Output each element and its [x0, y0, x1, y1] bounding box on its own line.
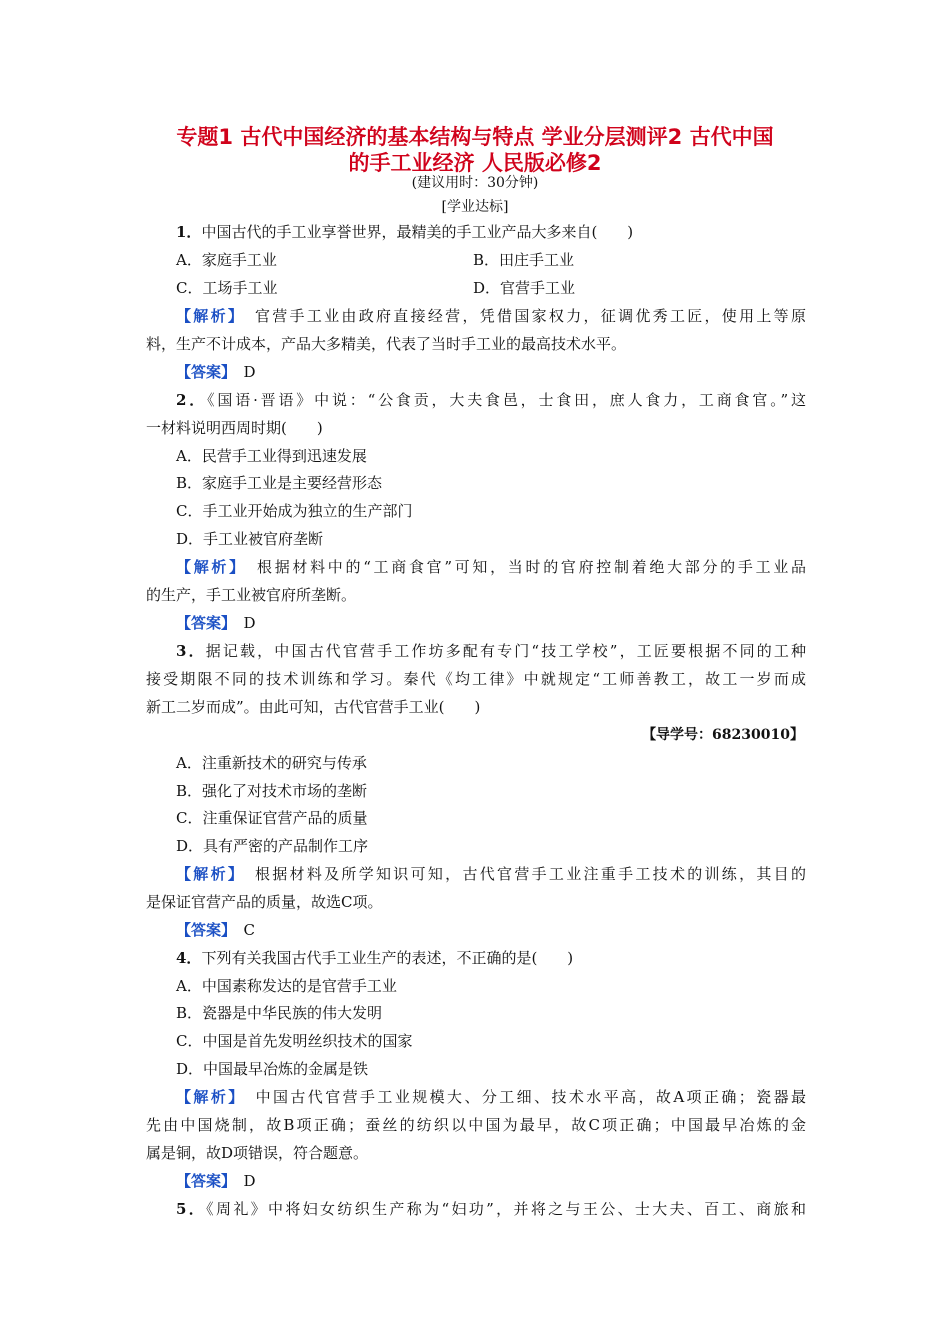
question-5-stem-line-1: 5．《周礼》中将妇女纺织生产称为“妇功”，并将之与王公、士大夫、百工、商旅和	[176, 1200, 806, 1218]
q2-answer: 【答案】 D	[176, 614, 256, 632]
q4-option-a: A．中国素称发达的是官营手工业	[176, 977, 397, 995]
question-3-stem-line-3: 新工二岁而成”。由此可知，古代官营手工业( )	[146, 698, 481, 716]
page-title-line-2: 的手工业经济 人民版必修2	[348, 151, 602, 175]
q4-answer: 【答案】 D	[176, 1172, 256, 1190]
q2-option-d: D．手工业被官府垄断	[176, 530, 324, 548]
q1-analysis-line-1: 【解析】 官营手工业由政府直接经营，凭借国家权力，征调优秀工匠，使用上等原	[176, 307, 806, 325]
question-3-stem-line-1: 3．据记载，中国古代官营手工作坊多配有专门“技工学校”，工匠要根据不同的工种	[176, 642, 807, 660]
q2-analysis-line-2: 的生产，手工业被官府所垄断。	[146, 586, 357, 604]
analysis-label: 【解析】	[176, 1088, 239, 1106]
q1-analysis-line-2: 料，生产不计成本，产品大多精美，代表了当时手工业的最高技术水平。	[146, 335, 627, 353]
question-3-stem-line-2: 接受期限不同的技术训练和学习。秦代《均工律》中就规定“工师善教工，故工一岁而成	[146, 670, 806, 688]
answer-label: 【答案】	[176, 1172, 229, 1190]
q2-analysis-line-1: 【解析】 根据材料中的“工商食官”可知，当时的官府控制着绝大部分的手工业品	[176, 558, 806, 576]
q2-option-c: C．手工业开始成为独立的生产部门	[176, 502, 413, 520]
q2-option-a: A．民营手工业得到迅速发展	[176, 447, 367, 465]
q3-analysis-line-1: 【解析】 根据材料及所学知识可知，古代官营手工业注重手工技术的训练，其目的	[176, 865, 806, 883]
q4-analysis-line-1: 【解析】 中国古代官营手工业规模大、分工细、技术水平高，故A项正确；瓷器最	[176, 1088, 806, 1106]
page-title-line-1: 专题1 古代中国经济的基本结构与特点 学业分层测评2 古代中国	[176, 125, 774, 149]
question-2-stem-line-1: 2．《国语·晋语》中说：“公食贡，大夫食邑，士食田，庶人食力，工商食官。”这	[176, 391, 807, 409]
q3-option-d: D．具有严密的产品制作工序	[176, 837, 369, 855]
q3-option-b: B．强化了对技术市场的垄断	[176, 782, 368, 800]
question-4-stem: 4．下列有关我国古代手工业生产的表述，不正确的是( )	[176, 949, 574, 967]
q3-option-c: C．注重保证官营产品的质量	[176, 809, 368, 827]
q4-analysis-line-3: 属是铜，故D项错误，符合题意。	[146, 1144, 369, 1162]
section-heading: [学业达标]	[441, 199, 509, 215]
q3-analysis-line-2: 是保证官营产品的质量，故选C项。	[146, 893, 383, 911]
q2-option-b: B．家庭手工业是主要经营形态	[176, 474, 383, 492]
answer-label: 【答案】	[176, 614, 229, 632]
q4-analysis-line-2: 先由中国烧制，故B项正确；蚕丝的纺织以中国为最早，故C项正确；中国最早冶炼的金	[146, 1116, 806, 1134]
answer-label: 【答案】	[176, 363, 229, 381]
time-hint: (建议用时：30分钟)	[411, 175, 539, 191]
question-2-stem-line-2: 一材料说明西周时期( )	[146, 419, 323, 437]
q4-option-c: C．中国是首先发明丝织技术的国家	[176, 1032, 413, 1050]
q4-option-d: D．中国最早冶炼的金属是铁	[176, 1060, 369, 1078]
q1-option-d: D．官营手工业	[473, 279, 576, 297]
question-1-stem: 1．中国古代的手工业享誉世界，最精美的手工业产品大多来自( )	[176, 223, 634, 241]
q1-option-b: B．田庄手工业	[473, 251, 575, 269]
answer-label: 【答案】	[176, 921, 229, 939]
q4-option-b: B．瓷器是中华民族的伟大发明	[176, 1004, 383, 1022]
analysis-label: 【解析】	[176, 865, 238, 883]
q3-option-a: A．注重新技术的研究与传承	[176, 754, 367, 772]
analysis-label: 【解析】	[176, 307, 238, 325]
q1-option-a: A．家庭手工业	[176, 251, 277, 269]
guide-number-ref: 【导学号：68230010】	[642, 727, 804, 743]
q1-answer: 【答案】 D	[176, 363, 256, 381]
q1-option-c: C．工场手工业	[176, 279, 278, 297]
analysis-label: 【解析】	[176, 558, 240, 576]
q3-answer: 【答案】 C	[176, 921, 256, 939]
